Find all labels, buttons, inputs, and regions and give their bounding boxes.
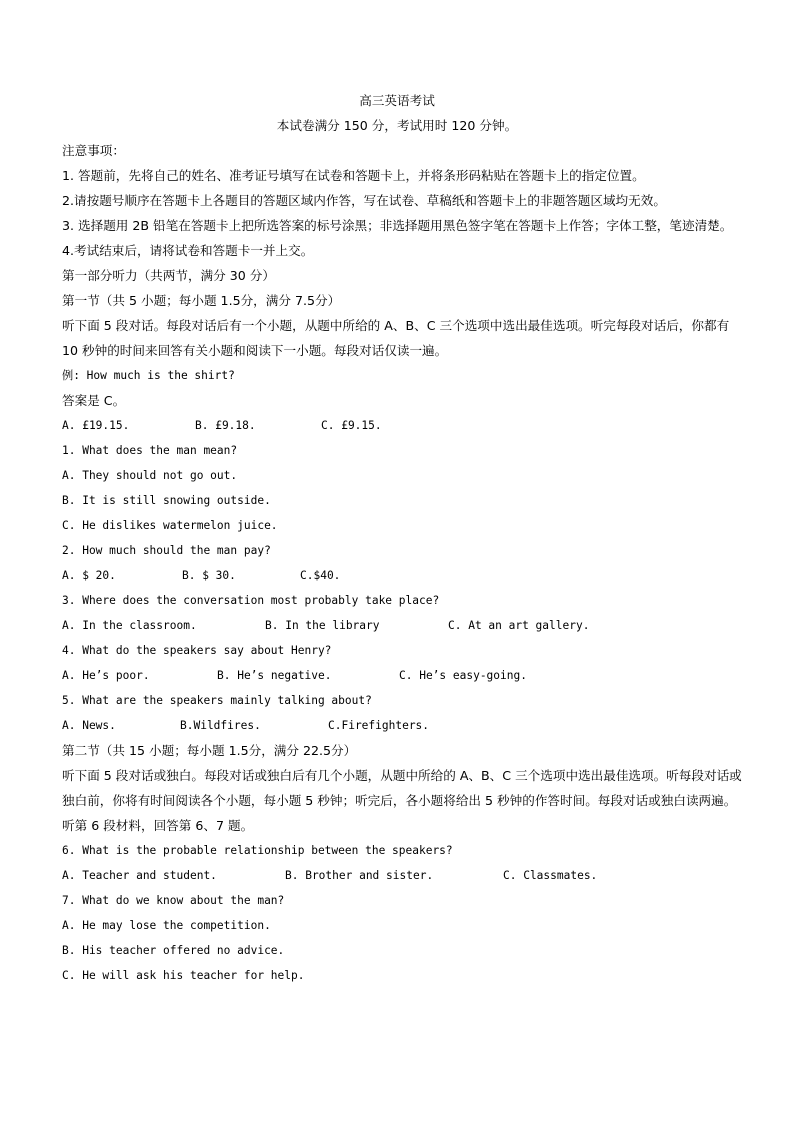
option-a: A. He’s poor. <box>62 669 150 682</box>
exam-subtitle: 本试卷满分 150 分，考试用时 120 分钟。 <box>276 118 518 133</box>
material-6-heading: 听第 6 段材料，回答第 6、7 题。 <box>62 818 254 833</box>
option-b: B. Brother and sister. <box>285 869 434 882</box>
option-b: B. $ 30. <box>182 569 236 582</box>
question-2: 2. How much should the man pay? <box>62 544 271 557</box>
option-b: B. In the library <box>265 619 380 632</box>
part1-title: 第一部分听力（共两节，满分 30 分） <box>62 268 275 283</box>
note-item-3: 3. 选择题用 2B 铅笔在答题卡上把所选答案的标号涂黑；非选择题用黑色签字笔在答题卡上作答；字体工整，笔迹清楚。 <box>62 218 733 233</box>
question-6: 6. What is the probable relationship between the speakers? <box>62 844 453 857</box>
section2-title: 第二节（共 15 小题；每小题 1.5分，满分 22.5分） <box>62 743 357 758</box>
note-item-2: 2.请按题号顺序在答题卡上各题目的答题区域内作答，写在试卷、草稿纸和答题卡上的非题答题区域均无效。 <box>62 193 666 208</box>
note-item-4: 4.考试结束后，请将试卷和答题卡一并上交。 <box>62 243 314 258</box>
question-6-options <box>62 863 742 888</box>
option-a: A. Teacher and student. <box>62 869 217 882</box>
section1-instructions: 听下面 5 段对话。每段对话后有一个小题，从题中所给的 A、B、C 三个选项中选出最佳选项。听完每段对话后，你都有 10 秒钟的时间来回答有关小题和阅读下一小题。每段对话仅读一遍。 <box>62 318 730 358</box>
question-3: 3. Where does the conversation most probably take place? <box>62 594 440 607</box>
option-a: A. In the classroom. <box>62 619 197 632</box>
option-b: B. £9.18. <box>195 419 256 432</box>
option-a: A. $ 20. <box>62 569 116 582</box>
question-1-option-b: B. It is still snowing outside. <box>62 494 271 507</box>
note-item-1: 1. 答题前，先将自己的姓名、准考证号填写在试卷和答题卡上，并将条形码粘贴在答题卡上的指定位置。 <box>62 168 645 183</box>
option-c: C. At an art gallery. <box>448 619 590 632</box>
option-a: A. News. <box>62 719 116 732</box>
option-c: C. He’s easy-going. <box>399 669 527 682</box>
question-1-option-c: C. He dislikes watermelon juice. <box>62 519 278 532</box>
option-c: C. Classmates. <box>503 869 598 882</box>
example-answer: 答案是 C。 <box>62 393 126 408</box>
example-options <box>62 413 742 438</box>
exam-title: 高三英语考试 <box>359 93 435 108</box>
question-2-options <box>62 563 742 588</box>
question-4-options <box>62 663 742 688</box>
option-a: A. £19.15. <box>62 419 130 432</box>
section1-title: 第一节（共 5 小题；每小题 1.5分，满分 7.5分） <box>62 293 341 308</box>
notes-heading: 注意事项： <box>62 143 125 158</box>
example-question: 例: How much is the shirt? <box>62 369 235 382</box>
option-c: C.Firefighters. <box>328 719 430 732</box>
question-3-options <box>62 613 742 638</box>
question-5: 5. What are the speakers mainly talking about? <box>62 694 372 707</box>
section2-instructions: 听下面 5 段对话或独白。每段对话或独白后有几个小题，从题中所给的 A、B、C 三个选项中选出最佳选项。听每段对话或独白前，你将有时间阅读各个小题，每小题 5 秒钟；听完后，各小题将给出 5 秒钟的作答时间。每段对话或独白读两遍。 <box>62 768 742 808</box>
option-b: B. He’s negative. <box>217 669 332 682</box>
option-b: B.Wildfires. <box>180 719 261 732</box>
question-4: 4. What do the speakers say about Henry? <box>62 644 332 657</box>
question-1: 1. What does the man mean? <box>62 444 238 457</box>
option-c: C.$40. <box>300 569 341 582</box>
question-7: 7. What do we know about the man? <box>62 894 285 907</box>
question-7-option-c: C. He will ask his teacher for help. <box>62 969 305 982</box>
question-7-option-b: B. His teacher offered no advice. <box>62 944 285 957</box>
question-7-option-a: A. He may lose the competition. <box>62 919 271 932</box>
question-5-options <box>62 713 742 738</box>
exam-page <box>62 88 742 988</box>
question-1-option-a: A. They should not go out. <box>62 469 238 482</box>
option-c: C. £9.15. <box>321 419 382 432</box>
